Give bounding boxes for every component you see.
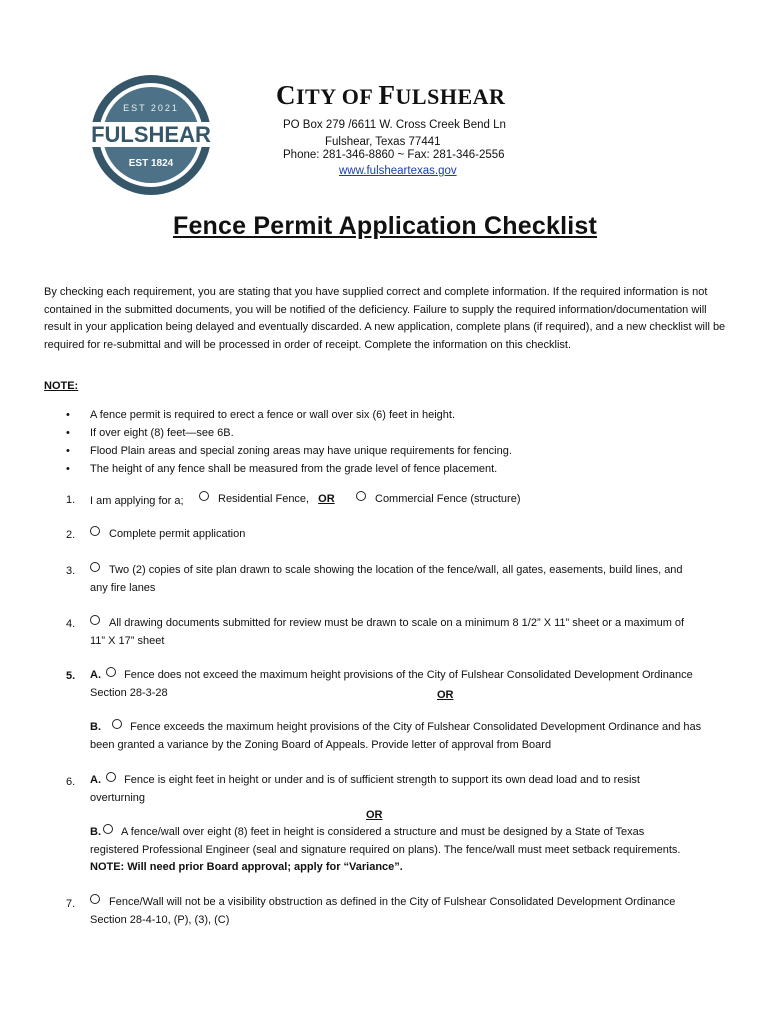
item-5-or: OR: [437, 689, 454, 701]
item-6-or: OR: [366, 809, 383, 821]
city-name-rest1: ITY OF: [296, 84, 379, 109]
bullet-icon: •: [66, 445, 70, 457]
item-7-number: 7.: [66, 898, 76, 910]
bullet-icon: •: [66, 463, 70, 475]
item-4-checkbox[interactable]: [90, 615, 100, 625]
phone-line: Phone: 281-346-8860 ~ Fax: 281-346-2556: [283, 149, 505, 161]
note-heading: NOTE:: [44, 380, 79, 392]
city-name: [276, 82, 505, 110]
item-5b-checkbox[interactable]: [112, 719, 122, 729]
city-name-rest2: ULSHEAR: [395, 84, 506, 109]
note-list: [62, 406, 512, 478]
item-6b: B. A fence/wall over eight (8) feet in height is considered a structure and must be designed by a State of Texas registered Professional Engineer (seal and signature required on plans). The fence/wall must meet setback requirements. NOTE: Will need prior Board approval; apply for “Variance”.: [90, 824, 740, 877]
bullet-icon: •: [66, 427, 70, 439]
item-5-number: 5.: [66, 670, 76, 682]
item-5a: A. Fence does not exceed the maximum height provisions of the City of Fulshear Consolidated Development Ordinance Section 28-3-28: [90, 669, 693, 699]
intro-paragraph: By checking each requirement, you are stating that you have supplied correct and complete information. If the required information is not contained in the submitted documents, you will be notified of the deficiency. Failure to supply the required information/documentation will result in your application being delayed and eventually discarded. A new application, complete plans (if required), and a new checklist will be required for re-submittal and will be processed in order of receipt. Complete the information on this checklist.: [44, 286, 726, 351]
residential-radio[interactable]: [199, 491, 209, 501]
item-6b-note: NOTE: Will need prior Board approval; apply for “Variance”.: [90, 861, 403, 873]
note-item: • The height of any fence shall be measured from the grade level of fence placement.: [62, 460, 512, 478]
bullet-icon: •: [66, 409, 70, 421]
item-2-checkbox[interactable]: [90, 526, 100, 536]
city-name-cap2: F: [378, 80, 396, 110]
item-3-checkbox[interactable]: [90, 562, 100, 572]
logo-top-text: EST 2021: [123, 103, 179, 113]
city-name-cap1: C: [276, 80, 296, 110]
fulshear-logo: [90, 74, 212, 196]
item-6a: A. Fence is eight feet in height or under and is of sufficient strength to support its own dead load and to resist overturning: [90, 774, 640, 804]
item-4-number: 4.: [66, 618, 76, 630]
item-2-number: 2.: [66, 529, 76, 541]
item-7: Fence/Wall will not be a visibility obstruction as defined in the City of Fulshear Consolidated Development Ordinance Section 28-4-10, (P), (3), (C): [90, 896, 676, 926]
page-title: Fence Permit Application Checklist: [172, 212, 598, 240]
item-6-number: 6.: [66, 776, 76, 788]
item-5a-checkbox[interactable]: [106, 667, 116, 677]
item-6b-checkbox[interactable]: [103, 824, 113, 834]
item-3: Two (2) copies of site plan drawn to scale showing the location of the fence/wall, all gates, easements, build lines, and any fire lanes: [90, 564, 683, 594]
item-1-or: OR: [318, 493, 335, 505]
item-1-lead: I am applying for a;: [90, 495, 184, 507]
item-3-number: 3.: [66, 565, 76, 577]
item-7-checkbox[interactable]: [90, 894, 100, 904]
note-item: • Flood Plain areas and special zoning areas may have unique requirements for fencing.: [62, 442, 512, 460]
residential-label: Residential Fence,: [218, 493, 310, 505]
commercial-label: Commercial Fence (structure): [375, 493, 521, 505]
item-4: All drawing documents submitted for review must be drawn to scale on a minimum 8 1/2” X 11” sheet or a maximum of 11” X 17” sheet: [90, 617, 685, 647]
item-1-number: 1.: [66, 494, 76, 506]
item-1: [90, 493, 184, 511]
note-item: • A fence permit is required to erect a fence or wall over six (6) feet in height.: [62, 406, 512, 424]
note-item: • If over eight (8) feet—see 6B.: [62, 424, 512, 442]
logo-est: EST 1824: [128, 158, 174, 169]
logo-name: FULSHEAR: [91, 122, 211, 147]
address-line-1: PO Box 279 /6611 W. Cross Creek Bend Ln: [283, 119, 506, 131]
website-link[interactable]: www.fulsheartexas.gov: [339, 165, 457, 177]
address-line-2: Fulshear, Texas 77441: [325, 136, 441, 148]
commercial-option[interactable]: [356, 491, 520, 509]
commercial-radio[interactable]: [356, 491, 366, 501]
item-5b: B. Fence exceeds the maximum height provisions of the City of Fulshear Consolidated Development Ordinance and has been granted a variance by the Zoning Board of Appeals. Provide letter of approval from Board: [90, 721, 702, 751]
item-6a-checkbox[interactable]: [106, 772, 116, 782]
item-2: Complete permit application: [90, 526, 245, 544]
residential-option[interactable]: [199, 491, 335, 509]
